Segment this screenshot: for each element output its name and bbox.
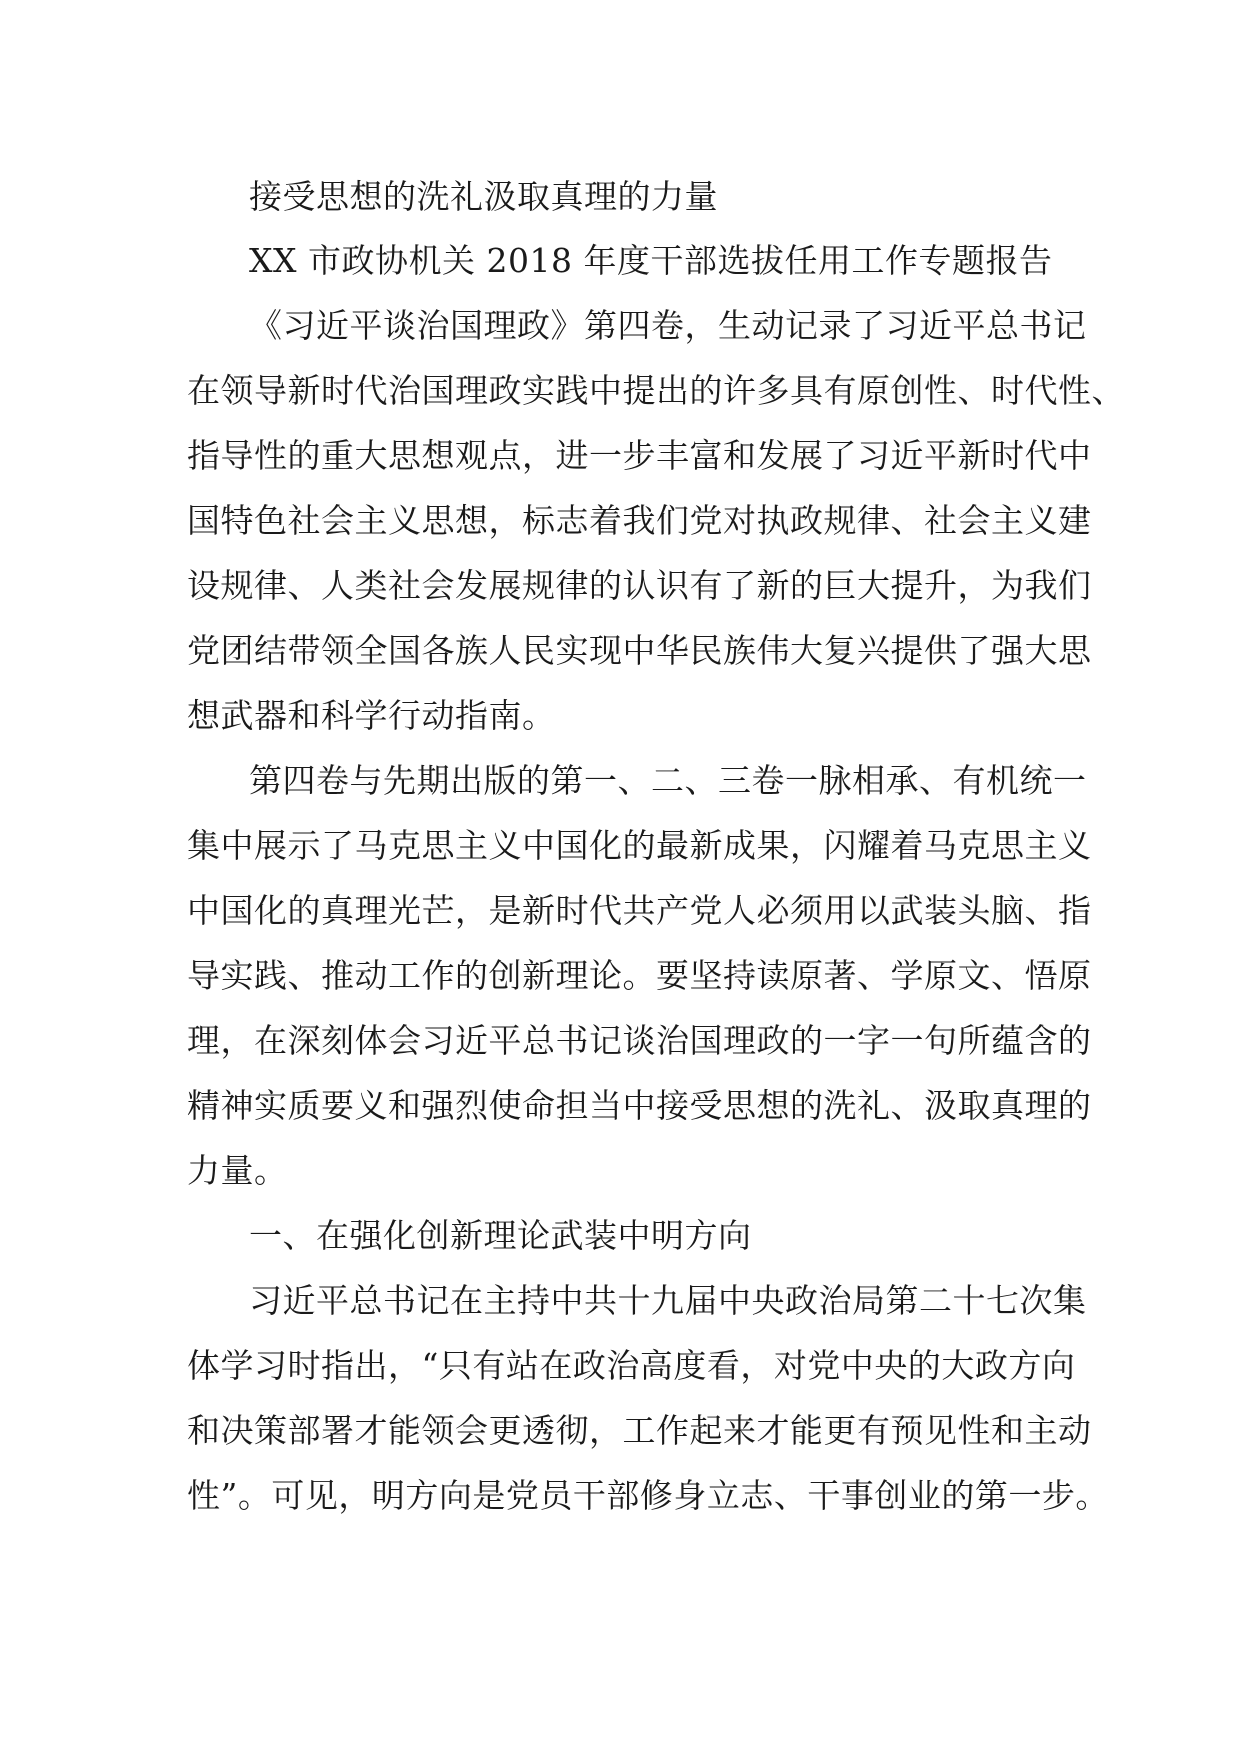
paragraph-line: 习近平总书记在主持中共十九届中央政治局第二十七次集 xyxy=(249,1281,1087,1320)
paragraph-line: 《习近平谈治国理政》第四卷，生动记录了习近平总书记 xyxy=(249,306,1087,345)
paragraph-line: 理，在深刻体会习近平总书记谈治国理政的一字一句所蕴含的 xyxy=(187,1021,1092,1060)
paragraph-line: 中国化的真理光芒，是新时代共产党人必须用以武装头脑、指 xyxy=(187,891,1092,930)
paragraph-line: 指导性的重大思想观点，进一步丰富和发展了习近平新时代中 xyxy=(187,436,1092,475)
paragraph-line: 设规律、人类社会发展规律的认识有了新的巨大提升，为我们 xyxy=(187,566,1092,605)
paragraph-line: 导实践、推动工作的创新理论。要坚持读原著、学原文、悟原 xyxy=(187,956,1092,995)
paragraph-line: 体学习时指出，“只有站在政治高度看，对党中央的大政方向 xyxy=(187,1346,1076,1385)
document-subtitle: XX 市政协机关 2018 年度干部选拔任用工作专题报告 xyxy=(249,241,1053,280)
section-heading-one xyxy=(187,1203,1055,1268)
paragraph-line: 想武器和科学行动指南。 xyxy=(187,696,556,735)
paragraph-line: 集中展示了马克思主义中国化的最新成果，闪耀着马克思主义 xyxy=(187,826,1092,865)
paragraph-section-one-body xyxy=(187,1268,1109,1528)
paragraph-line: 和决策部署才能领会更透彻，工作起来才能更有预见性和主动 xyxy=(187,1411,1092,1450)
paragraph-line: 党团结带领全国各族人民实现中华民族伟大复兴提供了强大思 xyxy=(187,631,1092,670)
paragraph-line: 精神实质要义和强烈使命担当中接受思想的洗礼、汲取真理的 xyxy=(187,1086,1092,1125)
paragraph-line: 国特色社会主义思想，标志着我们党对执政规律、社会主义建 xyxy=(187,501,1092,540)
paragraph-line: 性”。可见，明方向是党员干部修身立志、干事创业的第一步。 xyxy=(187,1476,1109,1515)
document-title: 接受思想的洗礼汲取真理的力量 xyxy=(249,177,718,216)
paragraph-line: 力量。 xyxy=(187,1151,288,1190)
paragraph-intro xyxy=(187,293,1125,748)
paragraph-volume-four xyxy=(187,748,1092,1203)
section-heading: 一、在强化创新理论武装中明方向 xyxy=(249,1216,752,1255)
document-body xyxy=(187,164,1125,1528)
paragraph-line: 第四卷与先期出版的第一、二、三卷一脉相承、有机统一 xyxy=(249,761,1087,800)
paragraph-line: 在领导新时代治国理政实践中提出的许多具有原创性、时代性、 xyxy=(187,371,1125,410)
